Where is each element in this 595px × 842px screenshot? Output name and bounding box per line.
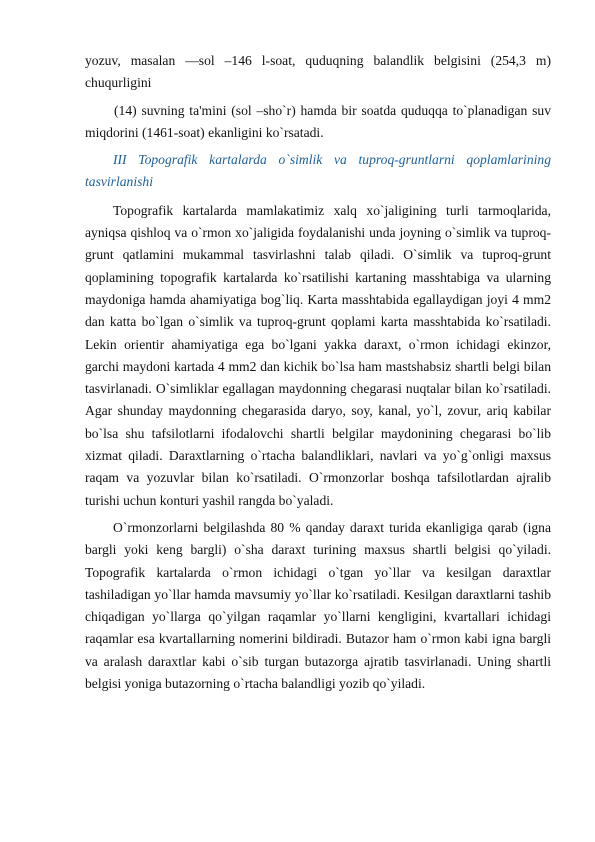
paragraph-well-notation: yozuv, masalan —sol –146 l-soat, quduqning balandlik belgisini (254,3 m) chuqurligini	[85, 53, 551, 91]
paragraph-vegetation-soil: Topografik kartalarda mamlakatimiz xalq xo`jaligining turli tarmoqlarida, ayniqsa qishloq va o`rmon xo`jaligida foydalanishi unda joyning o`simlik va tuproq-grunt qatlamini mukammal tasvirlashni talab qiladi. O`simlik va tuproq-grunt qoplamining topografik kartalarda ko`rsatilishi kartaning masshtabiga va ularning maydoniga hamda ahamiyatiga bog`liq. Karta masshtabida egallaydigan joyi 4 mm2 dan katta bo`lgan o`simlik va tuproq-grunt qoplami karta masshtabida ko`rsatiladi. Lekin orientir ahamiyatiga ega bo`lgani yakka daraxt, o`rmon ichidagi ekinzor, garchi maydoni kartada 4 mm2 dan kichik bo`lsa ham mastshabsiz shartli belgi bilan tasvirlanadi. O`simliklar egallagan maydonning chegarasi nuqtalar bilan ko`rsatiladi. Agar shunday maydonning chegarasida daryo, soy, kanal, yo`l, zovur, ariq kabilar bo`lsa shu tafsilotlarni ifodalovchi shartli belgilar maydonining chegarasi bo`lib xizmat qiladi. Daraxtlarning o`rtacha balandliklari, navlari va yo`g`onligi maxsus raqam va yozuvlar bilan ko`rsatiladi. O`rmonzorlar boshqa tafsilotlardan ajralib turishi uchun konturi yashil rangda bo`yaladi.	[85, 202, 551, 508]
paragraph-forest-marking: O`rmonzorlarni belgilashda 80 % qanday daraxt turida ekanligiga qarab (igna bargli yoki keng bargli) o`sha daraxt turining maxsus shartli belgisi qo`yiladi. Topografik kartalarda o`rmon ichidagi o`tgan yo`llar va kesilgan daraxtlar tashiladigan yo`llar hamda mavsumiy yo`llar ko`rsatiladi. Kesilgan daraxtlarni tashib chiqadigan yo`llarga qo`yilgan raqamlar yo`llarni kengligini, kvartallari ichidagi raqamlar esa kvartallarning nomerini bildiradi. Butazor ham o`rmon kabi igna bargli va aralash daraxtlar kabi o`sib turgan butazorga ajratib tasvirlanadi. Uning shartli belgisi yoniga butazorning o`rtacha balandligi yozib qo`yiladi.	[85, 519, 551, 692]
paragraph-water-taste: (14) suvning ta'mini (sol –sho`r) hamda bir soatda quduqqa to`planadigan suv miqdorini (1461-soat) ekanligini ko`rsatadi.	[85, 102, 551, 140]
section-heading: III Topografik kartalarda o`simlik va tuproq-gruntlarni qoplamlarining tasvirlanishi	[85, 152, 551, 190]
document-page	[85, 50, 551, 700]
